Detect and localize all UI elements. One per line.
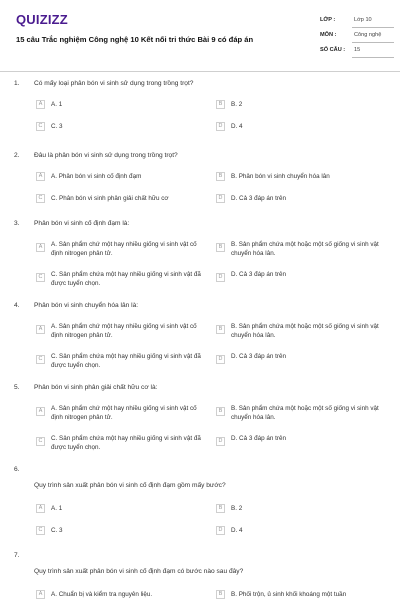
- answer-option-b[interactable]: [216, 404, 386, 426]
- meta-value: 15: [354, 47, 361, 53]
- page-title: 15 câu Trắc nghiệm Công nghệ 10 Kết nối tri thức Bài 9 có đáp án: [16, 35, 254, 44]
- question-text: Có mấy loại phân bón vi sinh sử dụng trong trồng trọt?: [34, 80, 194, 87]
- answer-option-d[interactable]: [216, 270, 386, 292]
- answer-option-d[interactable]: [216, 352, 386, 374]
- option-text: D. Cả 3 đáp án trên: [231, 271, 286, 278]
- option-letter-box: C: [36, 526, 45, 535]
- option-letter-box: C: [36, 437, 45, 446]
- question-number: 7.: [14, 552, 20, 559]
- option-text: B. 2: [231, 101, 243, 108]
- answer-option-c[interactable]: [36, 526, 206, 540]
- option-letter-box: A: [36, 504, 45, 513]
- question-number: 3.: [14, 220, 20, 227]
- answer-option-d[interactable]: [216, 434, 386, 456]
- meta-key: MÔN :: [320, 32, 337, 38]
- option-letter-box: D: [216, 526, 225, 535]
- answer-option-c[interactable]: [36, 270, 206, 292]
- question-number: 5.: [14, 384, 20, 391]
- option-text: B. Sản phẩm chứa một hoặc một số giống vi sinh vật chuyển hóa lân.: [231, 241, 379, 257]
- question-number: 4.: [14, 302, 20, 309]
- option-text: A. Sản phẩm chứ một hay nhiều giống vi sinh vật cố định nitrogen phân tử.: [51, 405, 197, 421]
- answer-option-c[interactable]: [36, 122, 206, 136]
- option-letter-box: B: [216, 325, 225, 334]
- question-text: Quy trình sản xuất phân bón vi sinh cố định đạm có bước nào sau đây?: [34, 568, 244, 575]
- question-text: Phân bón vi sinh cố định đạm là:: [34, 220, 130, 227]
- quizizz-logo: QUIZIZZ: [16, 12, 68, 27]
- answer-option-a[interactable]: [36, 590, 206, 600]
- option-text: C. 3: [51, 123, 63, 130]
- question-number: 1.: [14, 80, 20, 87]
- option-text: C. 3: [51, 527, 63, 534]
- option-text: B. 2: [231, 505, 243, 512]
- option-text: A. Sản phẩm chứ một hay nhiều giống vi sinh vật cố định nitrogen phân tử.: [51, 241, 197, 257]
- meta-underline: [352, 42, 394, 43]
- option-letter-box: A: [36, 100, 45, 109]
- option-text: A. Sản phẩm chứ một hay nhiều giống vi sinh vật cố định nitrogen phân tử.: [51, 323, 197, 339]
- option-text: C. Sản phẩm chứa một hay nhiều giống vi sinh vật đã được tuyển chọn.: [51, 435, 201, 451]
- option-letter-box: B: [216, 407, 225, 416]
- answer-option-b[interactable]: [216, 504, 386, 518]
- meta-underline: [352, 57, 394, 58]
- answer-option-d[interactable]: [216, 122, 386, 136]
- option-letter-box: D: [216, 122, 225, 131]
- question-text: Phân bón vi sinh chuyển hóa lân là:: [34, 302, 139, 309]
- option-text: A. Phân bón vi sinh cố định đạm: [51, 173, 142, 180]
- answer-option-a[interactable]: [36, 404, 206, 426]
- answer-option-a[interactable]: [36, 172, 206, 186]
- option-letter-box: B: [216, 243, 225, 252]
- meta-value: Công nghệ: [354, 32, 382, 38]
- option-letter-box: B: [216, 504, 225, 513]
- meta-key: LỚP :: [320, 17, 336, 23]
- option-text: A. 1: [51, 505, 63, 512]
- option-text: D. Cả 3 đáp án trên: [231, 435, 286, 442]
- meta-panel: [318, 14, 394, 59]
- option-letter-box: B: [216, 100, 225, 109]
- meta-underline: [352, 27, 394, 28]
- option-letter-box: D: [216, 194, 225, 203]
- answer-option-c[interactable]: [36, 352, 206, 374]
- answer-option-b[interactable]: [216, 322, 386, 344]
- option-letter-box: D: [216, 273, 225, 282]
- option-text: D. Cả 3 đáp án trên: [231, 195, 286, 202]
- answer-option-c[interactable]: [36, 194, 206, 208]
- option-letter-box: C: [36, 273, 45, 282]
- meta-key: SỐ CÂU :: [320, 47, 346, 53]
- option-text: D. 4: [231, 123, 243, 130]
- option-letter-box: A: [36, 172, 45, 181]
- option-text: C. Phân bón vi sinh phân giải chất hữu cơ: [51, 195, 169, 202]
- answer-option-d[interactable]: [216, 526, 386, 540]
- answer-option-a[interactable]: [36, 504, 206, 518]
- meta-row-count: [318, 44, 394, 59]
- option-letter-box: D: [216, 355, 225, 364]
- answer-option-b[interactable]: [216, 100, 386, 114]
- option-letter-box: B: [216, 172, 225, 181]
- question-number: 2.: [14, 152, 20, 159]
- option-text: B. Phân bón vi sinh chuyển hóa lân: [231, 173, 330, 180]
- worksheet-header: [0, 0, 400, 72]
- option-letter-box: A: [36, 590, 45, 599]
- meta-row-class: [318, 14, 394, 29]
- answer-option-d[interactable]: [216, 194, 386, 208]
- option-letter-box: D: [216, 437, 225, 446]
- option-letter-box: A: [36, 243, 45, 252]
- option-letter-box: A: [36, 407, 45, 416]
- answer-option-b[interactable]: [216, 172, 386, 186]
- meta-row-subject: [318, 29, 394, 44]
- answer-option-a[interactable]: [36, 322, 206, 344]
- option-text: C. Sản phẩm chứa một hay nhiều giống vi sinh vật đã được tuyển chọn.: [51, 271, 201, 287]
- option-text: C. Sản phẩm chứa một hay nhiều giống vi sinh vật đã được tuyển chọn.: [51, 353, 201, 369]
- option-text: A. Chuẩn bị và kiểm tra nguyên liệu.: [51, 591, 153, 598]
- question-text: Quy trình sản xuất phân bón vi sinh cố định đạm gồm mấy bước?: [34, 482, 226, 489]
- option-text: D. 4: [231, 527, 243, 534]
- answer-option-a[interactable]: [36, 240, 206, 262]
- option-text: D. Cả 3 đáp án trên: [231, 353, 286, 360]
- option-text: A. 1: [51, 101, 63, 108]
- option-text: B. Sản phẩm chứa một hoặc một số giống vi sinh vật chuyển hóa lân.: [231, 323, 379, 339]
- question-text: Đâu là phân bón vi sinh sử dụng trong trồng trọt?: [34, 152, 178, 159]
- option-letter-box: C: [36, 122, 45, 131]
- answer-option-c[interactable]: [36, 434, 206, 456]
- answer-option-a[interactable]: [36, 100, 206, 114]
- option-letter-box: A: [36, 325, 45, 334]
- question-text: Phân bón vi sinh phân giải chất hữu cơ là:: [34, 384, 158, 391]
- question-number: 6.: [14, 466, 20, 473]
- option-letter-box: C: [36, 194, 45, 203]
- answer-option-b[interactable]: [216, 240, 386, 262]
- option-letter-box: B: [216, 590, 225, 599]
- option-letter-box: C: [36, 355, 45, 364]
- answer-option-b[interactable]: [216, 590, 386, 600]
- option-text: B. Phối trộn, ủ sinh khối khoáng một tuần: [231, 591, 347, 598]
- meta-value: Lớp 10: [354, 17, 372, 23]
- option-text: B. Sản phẩm chứa một hoặc một số giống vi sinh vật chuyển hóa lân.: [231, 405, 379, 421]
